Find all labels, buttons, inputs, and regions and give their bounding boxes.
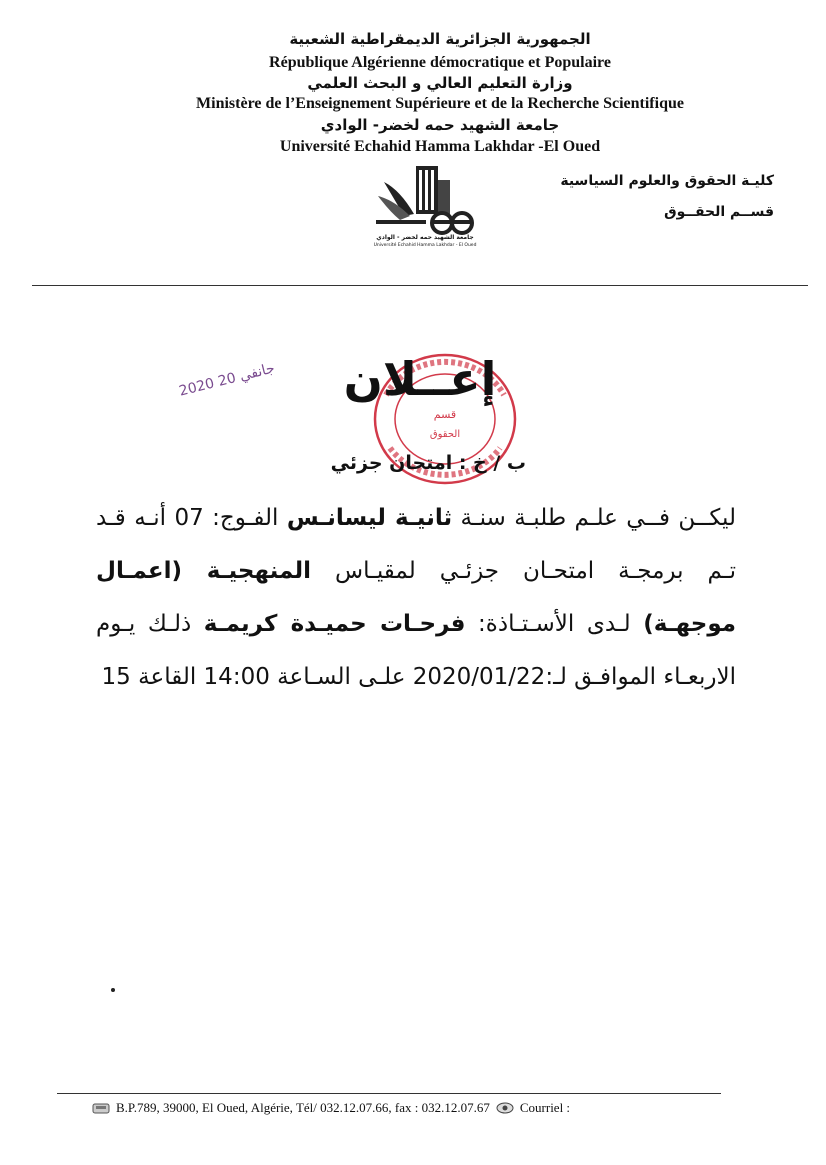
- announcement-body: [96, 492, 736, 704]
- body-professor: فرحـات حميـدة كريمـة: [203, 611, 466, 637]
- stray-dot: [111, 988, 115, 992]
- header-divider: [32, 285, 808, 286]
- footer-address: B.P.789, 39000, El Oued, Algérie, Tél/ 032.12.07.66, fax : 032.12.07.67: [116, 1100, 490, 1115]
- republic-arabic: الجمهورية الجزائرية الديمقراطية الشعبية: [289, 30, 591, 48]
- republic-french: République Algérienne démocratique et Populaire: [269, 54, 611, 71]
- body-level: ثانيـة ليسانـس: [286, 505, 453, 531]
- announcement-subject: ب / خ : امتحان جزئي: [330, 452, 526, 474]
- stamp-text-2: الحقوق: [429, 429, 461, 440]
- university-french: Université Echahid Hamma Lakhdar -El Oued: [279, 138, 601, 155]
- email-icon: [496, 1102, 514, 1114]
- footer-courriel: Courriel :: [519, 1100, 571, 1115]
- logo-caption-french: Université Echahid Hamma Lakhdar - El Oued: [373, 243, 477, 248]
- footer: [92, 1100, 570, 1116]
- ministry-french: Ministère de l’Enseignement Supérieure et de la Recherche Scientifique: [196, 95, 684, 112]
- logo-caption-arabic: جامعة الشهيد حمه لخضر - الوادي: [376, 234, 474, 241]
- body-module: المنهجيـة (اعمـال موجهـة): [96, 558, 736, 637]
- ministry-arabic: وزارة التعليم العالي و البحث العلمي: [307, 74, 573, 92]
- body-text-1: ليكــن فــي علـم طلبـة سنـة: [452, 505, 736, 531]
- department-name: قســم الحقــوق: [664, 204, 774, 220]
- announcement-title: إعــلان: [343, 352, 497, 406]
- footer-divider: [57, 1093, 721, 1094]
- stamp-text-1: قسم: [433, 408, 457, 421]
- body-text-4: ذلـك يـوم الاربعـاء الموافـق لـ:2020/01/22 علـى السـاعة 14:00 القاعة 15: [96, 611, 736, 690]
- body-text-3: لـدى الأسـتـاذة:: [465, 611, 644, 637]
- phone-icon: [92, 1102, 110, 1114]
- handwritten-date: 2020 جانفي 20: [177, 360, 277, 400]
- body-text-2: الفـوج: 07 أنـه قـد تـم برمجـة امتحـان جزئـي لمقيـاس: [96, 505, 736, 584]
- university-arabic: جامعة الشهيد حمه لخضر- الوادي: [320, 116, 560, 134]
- faculty-name: كليـة الحقوق والعلوم السياسية: [560, 173, 774, 189]
